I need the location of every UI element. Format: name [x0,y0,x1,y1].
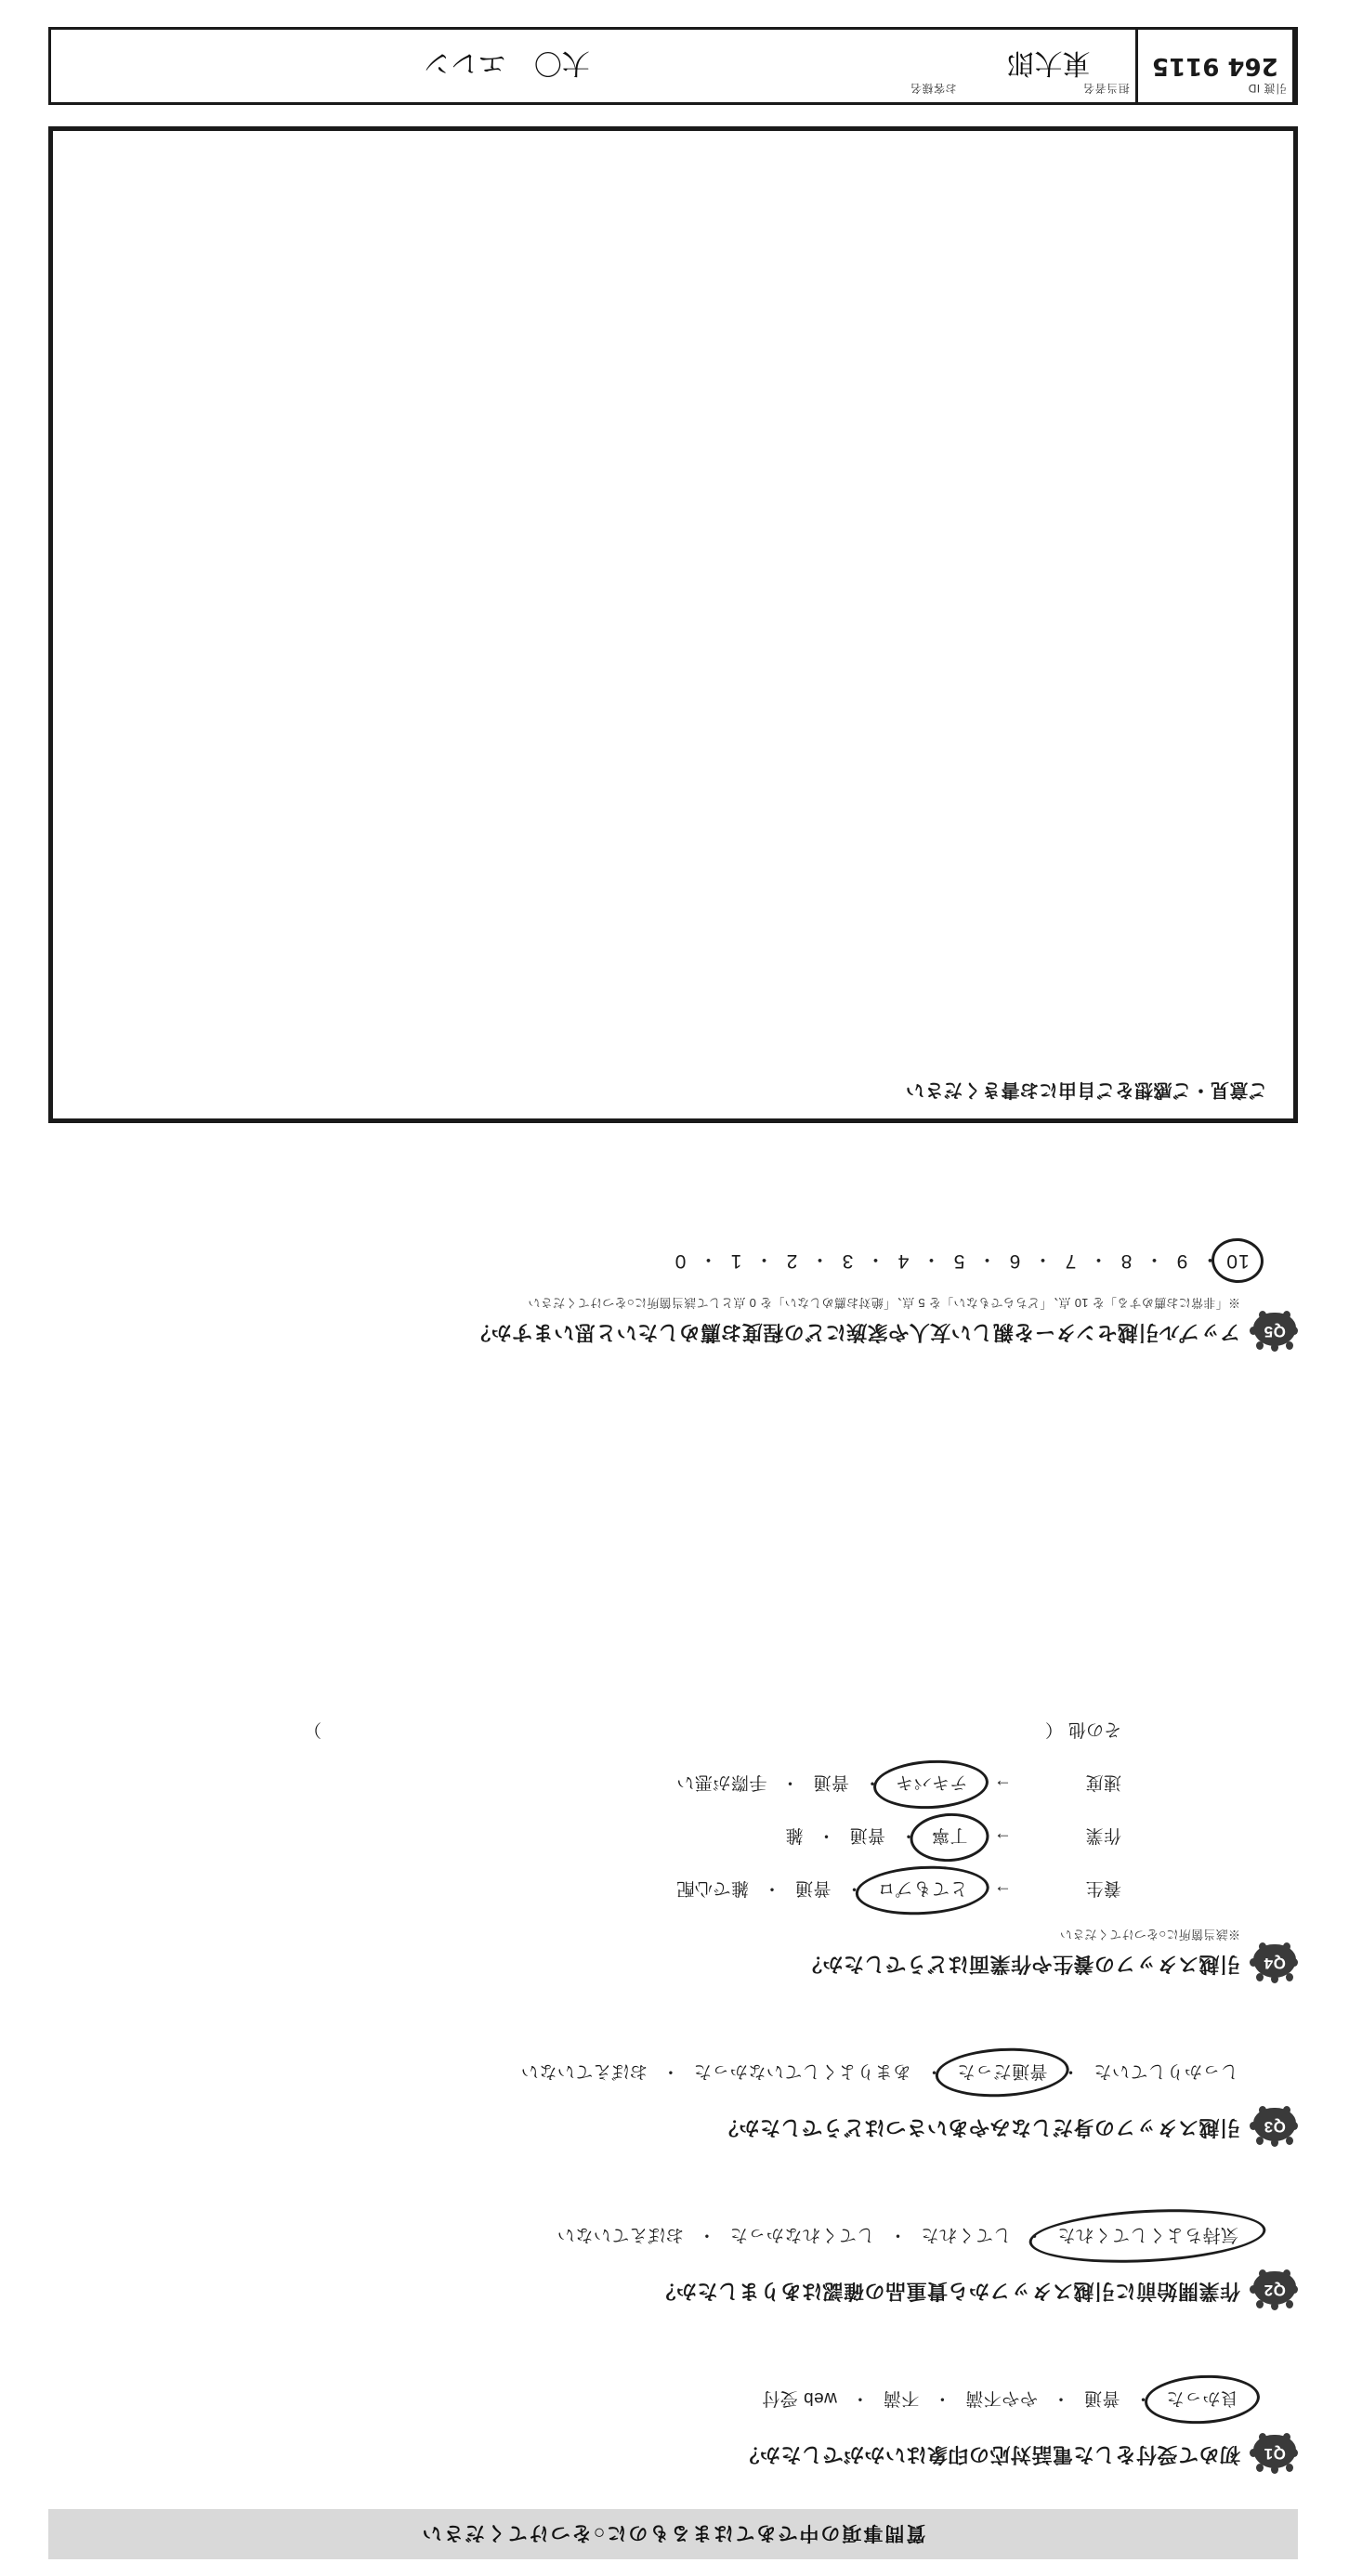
option-q2-0[interactable]: 気持ちよくしてくれた [1055,2220,1240,2253]
question-head-q2 [48,2268,1298,2310]
scale-row-q5 [48,1247,1298,1275]
option-separator: ・ [888,2225,907,2244]
option-separator: ・ [1025,2225,1043,2244]
comment-box[interactable] [48,126,1298,1123]
id-value-move-id: 264 9115 [1152,52,1278,80]
scale-separator: ・ [698,1249,718,1271]
question-head-q4 [48,1927,1298,1983]
question-head-q5 [48,1295,1298,1352]
matrix-row-sagyo [48,1821,1121,1853]
scale-value-5[interactable]: 5 [952,1250,965,1273]
page-inner [48,14,1298,2559]
question-text-q4: 引越スタッフの養生や作業面はどうでしたか？ [801,1953,1240,1976]
scale-separator: ・ [921,1249,941,1271]
other-label-q4: その他 [1067,1720,1121,1740]
matrix-option-2-1[interactable]: 普通 [812,1772,849,1793]
id-value-customer-name: 大〇 エレン [423,46,590,79]
question-text-q3: 引越スタッフの身だしなみやあいさつはどうでしたか？ [717,2116,1240,2139]
matrix-option-0-1[interactable]: 普通 [794,1878,832,1899]
option-separator: ・ [1061,2061,1080,2081]
option-q3-1[interactable]: 普通だった [955,2057,1050,2089]
scale-value-2[interactable]: 2 [785,1250,798,1273]
scale-value-7[interactable]: 7 [1064,1250,1077,1273]
matrix-option-2-2[interactable]: 手際が悪い [675,1772,767,1793]
matrix-label-1: 作業 [1084,1825,1121,1846]
option-separator: ・ [933,2388,951,2408]
question-head-q3 [48,2104,1298,2147]
scale-separator: ・ [809,1249,830,1271]
scale-value-4[interactable]: 4 [897,1250,910,1273]
matrix-option-2-0[interactable]: テキパキ [893,1768,969,1800]
scale-value-3[interactable]: 3 [841,1250,854,1273]
option-row-q2 [48,2220,1298,2253]
header-banner [48,2509,1298,2559]
option-row-q1 [48,2384,1298,2416]
id-caption-staff-name: 担当者名 [1082,82,1130,95]
matrix-option-0-2[interactable]: 雑で心配 [675,1878,749,1899]
option-q2-2[interactable]: してくれなかった [729,2225,875,2244]
matrix-arrow-0: → [993,1880,1012,1901]
question-number-q4: Q4 [1264,1955,1286,1972]
matrix-option-1-1[interactable]: 普通 [848,1825,885,1846]
option-separator: ・ [862,1772,882,1793]
comment-box-value[interactable] [79,144,1267,1072]
option-q1-3[interactable]: 不満 [883,2388,920,2408]
option-q1-4[interactable]: web 受付 [761,2388,837,2408]
scale-value-6[interactable]: 6 [1008,1250,1021,1273]
matrix-row-sokudo [48,1768,1121,1800]
scale-separator: ・ [865,1249,885,1271]
scale-value-0[interactable]: 0 [674,1250,687,1273]
option-separator: ・ [661,2061,680,2081]
id-field-staff-name[interactable] [963,30,1138,102]
id-field-customer-name[interactable] [51,30,963,102]
question-number-q5: Q5 [1264,1323,1286,1340]
question-block-q4 [48,1719,1298,1983]
option-q3-3[interactable]: おぼえていない [520,2061,648,2081]
option-separator: ・ [697,2225,716,2244]
other-line-q4 [48,1719,1121,1744]
header-banner-text: 質問事項の中であてはまるものに○をつけてください [420,2522,926,2543]
question-note-q4: ※該当箇所に○をつけてください [1059,1928,1240,1942]
matrix-option-1-2[interactable]: 雑 [784,1825,804,1846]
question-badge-icon-q4 [1250,1941,1298,1981]
scale-value-8[interactable]: 8 [1120,1250,1133,1273]
scale-separator: ・ [1199,1249,1220,1271]
option-q3-2[interactable]: あまりよくしていなかった [693,2061,911,2081]
comment-box-label: ご意見・ご感想をご自由にお書きください [905,1079,1267,1100]
question-text-q1: 初めて受付をした電話対応の印象はいかがでしたか？ [738,2443,1240,2466]
matrix-row-yojo [48,1874,1121,1906]
option-q2-3[interactable]: おぼえていない [557,2225,684,2244]
scale-value-9[interactable]: 9 [1175,1250,1188,1273]
question-badge-icon-q1 [1250,2431,1298,2472]
matrix-label-2: 速度 [1084,1772,1121,1793]
option-separator: ・ [1133,2388,1152,2408]
scale-separator: ・ [976,1249,997,1271]
scale-value-10[interactable]: 10 [1222,1249,1253,1272]
scale-separator: ・ [1088,1249,1108,1271]
matrix-label-0: 養生 [1084,1878,1121,1899]
question-badge-icon-q5 [1250,1309,1298,1350]
matrix-arrow-2: → [993,1774,1012,1795]
matrix-arrow-1: → [993,1827,1012,1848]
question-badge-icon-q3 [1250,2104,1298,2145]
option-separator: ・ [762,1878,781,1899]
question-block-q5 [48,1247,1298,1352]
question-text-q2: 作業開始前に引越スタッフから貴重品の確認はありましたか？ [654,2280,1240,2303]
option-separator: ・ [780,1772,799,1793]
question-block-q3 [48,2057,1298,2147]
option-q1-2[interactable]: やや不満 [964,2388,1038,2408]
id-field-move-id[interactable] [1138,30,1295,102]
scale-value-1[interactable]: 1 [729,1250,742,1273]
option-separator: ・ [817,1825,835,1846]
scale-separator: ・ [1144,1249,1164,1271]
question-text-q5: アップル引越センターを親しい友人や家族にどの程度お薦めしたいと思いますか？ [469,1321,1240,1344]
question-block-q1 [48,2384,1298,2474]
option-separator: ・ [845,1878,863,1899]
question-note-q5: ※「非常にお薦めする」を 10 点、「どちらでもない」を 5 点、「絶対お薦めしない」を 0 点として該当箇所に○をつけてください [528,1296,1240,1311]
id-caption-customer-name: お客様名 [910,82,957,95]
option-separator: ・ [1051,2388,1070,2408]
option-row-q3 [48,2057,1298,2089]
option-separator: ・ [898,1825,918,1846]
option-q1-0[interactable]: 良かった [1164,2384,1240,2416]
id-value-staff-name: 東大郎 [1006,46,1091,79]
question-number-q2: Q2 [1264,2282,1286,2299]
option-separator: ・ [924,2061,943,2081]
id-caption-move-id: 引渡 ID [1248,82,1287,95]
matrix-option-0-0[interactable]: とてもプロ [875,1874,970,1906]
other-input-q4[interactable]: （ ） [303,1720,1063,1740]
question-block-q2 [48,2220,1298,2310]
question-number-q3: Q3 [1264,2118,1286,2136]
option-q2-1[interactable]: してくれた [920,2225,1012,2244]
option-q3-0[interactable]: しっかりしていた [1093,2061,1238,2081]
scale-separator: ・ [753,1249,774,1271]
question-badge-icon-q2 [1250,2268,1298,2308]
option-separator: ・ [850,2388,870,2408]
scale-separator: ・ [1032,1249,1053,1271]
matrix-option-1-0[interactable]: 丁寧 [929,1821,969,1853]
id-strip [48,27,1298,105]
question-head-q1 [48,2431,1298,2474]
question-number-q1: Q1 [1264,2445,1286,2463]
option-q1-1[interactable]: 普通 [1083,2388,1120,2408]
